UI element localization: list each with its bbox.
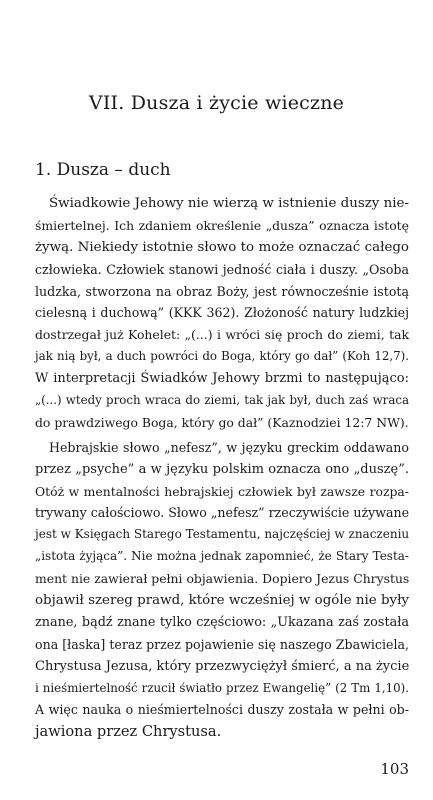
text-line: ment nie zawierał pełni objawienia. Dopiero Jezus Chrystus (35, 571, 410, 587)
text-line: objawił szereg prawd, które wcześniej w ogóle nie były (35, 593, 409, 609)
text-line: jak nią był, a duch powróci do Boga, który go dał” (Koh 12,7). (35, 349, 409, 364)
text-line: dostrzegał już Kohelet: „(...) i wróci się proch do ziemi, tak (35, 327, 409, 343)
paragraph-2 (35, 437, 409, 743)
text-line: „(...) wtedy proch wraca do ziemi, tak jak był, duch zaś wraca (35, 393, 409, 408)
section-title: 1. Dusza – duch (35, 160, 171, 180)
text-line: jawiona przez Chrystusa. (35, 723, 222, 741)
text-line: „istota żyjąca”. Nie można jednak zapomnieć, że Stary Testa- (35, 549, 409, 564)
text-line: żywą. Niekiedy istotnie słowo to może oznaczać całego (35, 239, 409, 255)
text-line: trywany całościowo. Słowo „nefesz” rzeczywiście używane (35, 505, 410, 521)
text-line: Chrystusa Jezusa, który przezwyciężył śmierć, a na życie (35, 658, 410, 674)
text-line: człowieka. Człowiek stanowi jedność ciała i duszy. „Osoba (35, 261, 409, 277)
text-line: A więc nauka o nieśmiertelności duszy została w pełni ob- (35, 702, 409, 718)
text-line: ona [łaska] teraz przez pojawienie się naszego Zbawiciela, (35, 636, 409, 652)
text-line: przez „psyche” a w języku polskim oznacza ono „duszę”. (35, 461, 409, 477)
chapter-title: VII. Dusza i życie wieczne (88, 92, 345, 114)
text-line: jest w Księgach Starego Testamentu, najczęściej w znaczeniu (35, 527, 410, 542)
body-text (35, 193, 409, 743)
text-line: W interpretacji Świadków Jehowy brzmi to następująco: (35, 371, 409, 387)
text-line: Hebrajskie słowo „nefesz”, w języku greckim oddawano (49, 439, 409, 455)
text-line: Świadkowie Jehowy nie wierzą w istnienie duszy nie- (49, 196, 409, 211)
text-line: ludzka, stworzona na obraz Boży, jest równocześnie istotą (35, 283, 409, 299)
text-line: cielesną i duchową” (KKK 362). Złożoność natury ludzkiej (35, 305, 409, 321)
page-number: 103 (380, 760, 409, 778)
text-line: do prawdziwego Boga, który go dał” (Kaznodziei 12:7 NW). (35, 414, 409, 430)
paragraph-1 (35, 193, 409, 434)
text-line: Otóż w mentalności hebrajskiej człowiek był zawsze rozpa- (35, 483, 409, 499)
text-line: znane, bądź znane tylko częściowo: „Ukazana zaś została (35, 614, 409, 630)
text-line: i nieśmiertelność rzucił światło przez Ewangelię” (2 Tm 1,10). (35, 680, 409, 695)
text-line: śmiertelnej. Ich zdaniem określenie „dusza” oznacza istotę (35, 217, 409, 233)
